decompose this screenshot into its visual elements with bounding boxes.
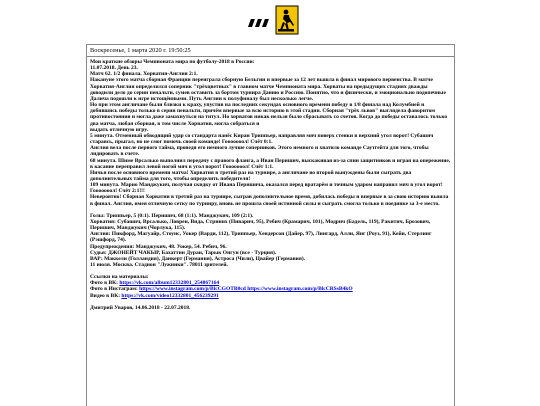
article-paragraph: Англия вела после первого тайма, проведя его немного лучше соперников. Этого немного и хватило команде Саутгейта для того, чтобы лидировать в счете. [90, 145, 429, 158]
links-heading: Ссылки на материалы: [90, 274, 149, 281]
article-paragraph: Накануне этого матча сборная Франции переиграла сборную Бельгии и впервые за 12 лет вышла в финал мирового первенства. В матче Хорватия-Англия определился соперник "трёхцветных" в главном матче Чемпионата мира. Хорваты на предыдущих стадиях дважды доводили дело до серии пенальти, сумев оставить за бортом турнира Данию и Россию. Понятно, что и физически, и эмоционально подопечные Далича подошли к игре истощёнными. Путь Англии к полуфиналу был несколько легче. [90, 77, 446, 102]
article-paragraph: Мои краткие обзоры Чемпионата мира по футболу-2018 в России: [90, 59, 255, 65]
article-paragraph: Матч 62. 1/2 финала. Хорватия-Англия 2:1. [90, 71, 198, 78]
article-paragraph: выдать отличную игру. [90, 126, 148, 133]
article-paragraph: 68 минута. Шиме Врсалько выполнил передачу с правого фланга, а Иван Перишич, выскакивая из-за спин защитников и играя на опережение, в касание переправил левой ногой мяч в угол ворот! Гооооооол! Счёт 1:1. [90, 157, 451, 170]
article-paragraph: 109 минута. Марио Манджукич, получая скидку от Ивана Перишича, оказался перед вратарём и точным ударом направил мяч в угол ворот! Гооооооол! Счёт 2:1!!! [90, 182, 443, 195]
lineup-line: 11 июля. Москва. Стадион "Лужники". 78011 зрителей. [90, 262, 228, 268]
article-frame [86, 44, 455, 406]
lineup-line: Голы: Триппьер, 5 (0:1). Перишич, 68 (1:1). Манджукич, 109 (2:1). [90, 212, 254, 219]
lineup-line: Англия: Пикфорд, Магуайр, Стоунс, Уокер (Варди, 112), Триппьер, Хендерсон (Дайер, 97), Лингард, Алли, Янг (Роуз, 91), Кейн, Стерлинг (Рэшфорд, 74). [90, 231, 432, 244]
under-construction-icon [244, 5, 306, 37]
lineup-line: Хорватия: Субашич, Врсалько, Ловрен, Вида, Стриних (Пиварич, 95), Ребич (Крамарич, 101), Модрич (Бадель, 119), Ракитич, Брозович, Перишич, Манджукич (Чорлука, 115). [90, 218, 431, 232]
link-label: Фото в ВК: [90, 280, 120, 287]
link-label: Фото в Инстаграм: [90, 286, 140, 293]
page-header [0, 0, 540, 44]
lineup-line: Судья: ДЖОНЕЙТ ЧАКЫР, Бахаттин Дуран, Тарык Онгун (все - Турция). [90, 249, 277, 256]
article-paragraph: Невероятно! Сборная Хорватии в третий раз на турнире, сыграв дополнительное время, добилась победы и впервые в за свою историю вышла в финал. Англия, имея отличную сетку по турниру, вновь не прошла своей истинной силы и сыграть смогла только в поединке за 3-е место. [90, 194, 449, 207]
article-paragraph: Но при этом англичане были близки к краху, упустив на последних секундах основного времени победу в 1/8 финала над Колумбией и добившись победы только в серии пенальти, причём впервые за всю историю в этой стадии. Сборная "трёх львов" выглядела фаворитом противостояния и могла даже замахнуться на титул. Но хорватов никак нельзя было сбрасывать со счетов. Когда до победы оставалось только два матча, любая сборная, в том числе Хорватия, могла собраться и [90, 102, 448, 127]
instagram-photo-link[interactable]: https://www.instagram.com/p/BlcCGOTB0cd https://www.instagram.com/p/BlcCRSsB4kO [139, 286, 353, 293]
post-date: Воскресенье, 1 марта 2020 г. 19:50:25 [87, 45, 454, 57]
article-paragraph: Ничья после основного времени матча! Хорватия в третий раз на турнире, а англичане во второй вынуждены были сыграть два дополнительных тайма для того, чтобы определить победителя! [90, 169, 412, 182]
link-label: Видео в ВК: [90, 292, 122, 299]
lineup-line: ВАР: Маккели (Голландия), Данкерт (Германия), Астроса (Чили), Цвайер (Германия). [90, 255, 306, 262]
lineup-line: Предупреждения: Манджукич, 48. Уокер, 54. Ребич, 96. [90, 243, 227, 250]
vk-photo-link[interactable]: https://vk.com/album12332801_254867164 [119, 280, 220, 287]
article-paragraph: 5 минута. Отменный обводящий удар со стандарта нанёс Киран Триппьер, направляя мяч поверх стенки в верхний угол ворот! Субашич стараясь, прыгал, но не смог помочь своей команде! Гооооооол! Счёт 0:1. [90, 132, 434, 146]
article-paragraph: 11.07.2018. День 23. [90, 65, 138, 72]
vk-video-link[interactable]: https://vk.com/video12332801_456239291 [121, 292, 219, 299]
signature: Дмитрий Уваров, 14.06.2018 - 22.07.2018. [90, 304, 191, 311]
article-body [90, 59, 451, 311]
